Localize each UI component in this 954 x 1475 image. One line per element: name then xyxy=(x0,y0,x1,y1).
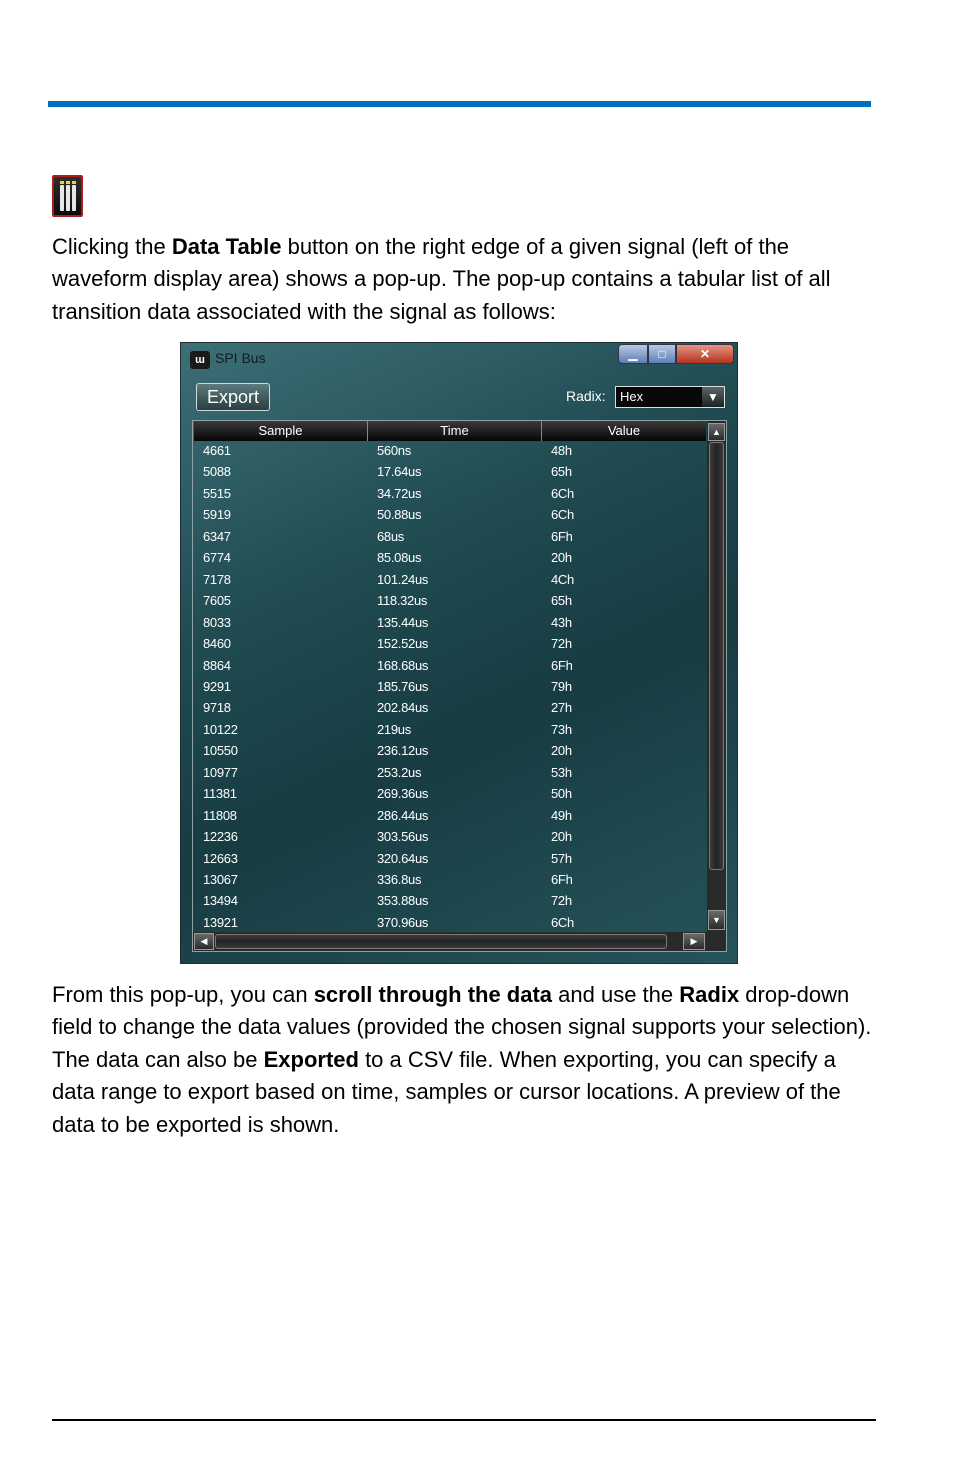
table-row[interactable] xyxy=(193,591,706,612)
cell-sample: 6774 xyxy=(203,550,231,566)
table-row[interactable] xyxy=(193,634,706,655)
cell-value: 6Ch xyxy=(551,914,574,930)
cell-sample: 5515 xyxy=(203,485,231,501)
table-row[interactable] xyxy=(193,484,706,505)
table-row[interactable] xyxy=(193,827,706,848)
cell-value: 72h xyxy=(551,636,572,652)
table-row[interactable] xyxy=(193,913,706,931)
outro-paragraph: From this pop-up, you can scroll through the data and use the Radix drop-down field to change the data values (provided the chosen signal supports your selection). The data can also be Exported to a CSV file. When exporting, you can specify a data range to export based on time, samples or cursor locations. A preview of the data to be exported is shown. xyxy=(52,982,872,1137)
table-row[interactable] xyxy=(193,763,706,784)
maximize-button[interactable] xyxy=(648,344,676,364)
cell-value: 6Fh xyxy=(551,657,573,673)
cell-sample: 7178 xyxy=(203,571,231,587)
cell-sample: 8864 xyxy=(203,657,231,673)
vertical-scrollbar[interactable] xyxy=(707,421,726,932)
table-row[interactable] xyxy=(193,806,706,827)
cell-sample: 13494 xyxy=(203,893,238,909)
cell-sample: 6347 xyxy=(203,528,231,544)
cell-time: 101.24us xyxy=(377,571,429,587)
cell-sample: 11808 xyxy=(203,807,237,823)
cell-time: 320.64us xyxy=(377,850,429,866)
cell-sample: 12236 xyxy=(203,829,238,845)
cell-time: 85.08us xyxy=(377,550,422,566)
table-row[interactable] xyxy=(193,720,706,741)
cell-value: 20h xyxy=(551,550,572,566)
column-header-time[interactable]: Time xyxy=(368,421,542,441)
cell-time: 118.32us xyxy=(377,593,428,609)
cell-time: 353.88us xyxy=(377,893,429,909)
cell-sample: 13921 xyxy=(203,914,238,930)
cell-value: 48h xyxy=(551,443,572,458)
window-controls xyxy=(618,344,735,366)
scroll-up-icon[interactable]: ▲ xyxy=(708,423,725,441)
cell-value: 4Ch xyxy=(551,571,574,587)
cell-sample: 10550 xyxy=(203,743,238,759)
cell-sample: 10122 xyxy=(203,721,238,737)
cell-value: 6Fh xyxy=(551,872,573,887)
table-row[interactable] xyxy=(193,656,706,677)
cell-time: 202.84us xyxy=(377,700,429,716)
cell-sample: 8460 xyxy=(203,636,231,652)
cell-sample: 5088 xyxy=(203,464,231,480)
cell-sample: 4661 xyxy=(203,443,231,458)
minimize-button[interactable] xyxy=(618,344,648,364)
table-row[interactable] xyxy=(193,570,706,591)
table-body[interactable] xyxy=(193,441,706,931)
table-row[interactable] xyxy=(193,505,706,526)
table-row[interactable] xyxy=(193,849,706,870)
cell-value: 6Ch xyxy=(551,485,574,501)
cell-value: 27h xyxy=(551,700,572,716)
cell-time: 560ns xyxy=(377,443,411,458)
table-row[interactable] xyxy=(193,870,706,891)
table-row[interactable] xyxy=(193,741,706,762)
cell-time: 68us xyxy=(377,528,404,544)
cell-time: 135.44us xyxy=(377,614,429,630)
intro-paragraph: Clicking the Data Table button on the right edge of a given signal (left of the waveform display area) shows a pop-up. The pop-up contains a tabular list of all transition data associated with the signal as follows: xyxy=(52,234,831,324)
table-row[interactable] xyxy=(193,784,706,805)
table-row[interactable] xyxy=(193,462,706,483)
cell-sample: 12663 xyxy=(203,850,238,866)
close-button[interactable] xyxy=(676,344,734,364)
cell-sample: 13067 xyxy=(203,872,238,887)
cell-time: 185.76us xyxy=(377,678,429,694)
table-row[interactable] xyxy=(193,613,706,634)
cell-value: 43h xyxy=(551,614,572,630)
cell-time: 303.56us xyxy=(377,829,429,845)
cell-time: 370.96us xyxy=(377,914,429,930)
cell-time: 336.8us xyxy=(377,872,422,887)
table-row[interactable] xyxy=(193,548,706,569)
cell-time: 236.12us xyxy=(377,743,429,759)
cell-value: 65h xyxy=(551,593,572,609)
cell-time: 253.2us xyxy=(377,764,422,780)
cell-value: 20h xyxy=(551,743,572,759)
cell-value: 72h xyxy=(551,893,572,909)
cell-sample: 9291 xyxy=(203,678,231,694)
cell-value: 79h xyxy=(551,678,572,694)
scroll-down-icon[interactable]: ▼ xyxy=(708,910,725,930)
cell-value: 50h xyxy=(551,786,572,802)
export-button[interactable]: Export xyxy=(196,383,270,411)
cell-time: 168.68us xyxy=(377,657,429,673)
footer-rule xyxy=(52,1419,876,1421)
maximize-icon: □ xyxy=(658,347,666,361)
cell-value: 6Ch xyxy=(551,507,574,523)
scroll-left-icon[interactable]: ◀ xyxy=(194,933,214,950)
cell-value: 20h xyxy=(551,829,572,845)
cell-sample: 9718 xyxy=(203,700,231,716)
radix-dropdown[interactable] xyxy=(615,386,725,408)
cell-value: 65h xyxy=(551,464,572,480)
cell-value: 73h xyxy=(551,721,572,737)
cell-time: 219us xyxy=(377,721,411,737)
cell-sample: 8033 xyxy=(203,614,231,630)
table-row[interactable] xyxy=(193,441,706,462)
cell-sample: 10977 xyxy=(203,764,238,780)
scroll-right-icon[interactable]: ▶ xyxy=(683,933,705,950)
table-row[interactable] xyxy=(193,677,706,698)
cell-time: 269.36us xyxy=(377,786,429,802)
data-table-popup xyxy=(180,342,738,964)
column-header-sample[interactable]: Sample xyxy=(194,421,368,441)
cell-value: 53h xyxy=(551,764,572,780)
close-icon: ✕ xyxy=(699,347,711,361)
cell-value: 6Fh xyxy=(551,528,573,544)
radix-selected-value: Hex xyxy=(620,389,644,404)
cell-time: 34.72us xyxy=(377,485,422,501)
table-row[interactable] xyxy=(193,698,706,719)
cell-time: 17.64us xyxy=(377,464,422,480)
data-table xyxy=(192,420,727,952)
table-row[interactable] xyxy=(193,527,706,548)
cell-time: 152.52us xyxy=(377,636,429,652)
app-logo-icon: ɯ xyxy=(190,351,210,369)
table-header xyxy=(194,421,706,441)
cell-value: 49h xyxy=(551,807,572,823)
cell-value: 57h xyxy=(551,850,572,866)
cell-time: 286.44us xyxy=(377,807,429,823)
data-table-icon xyxy=(52,175,83,217)
horizontal-scrollbar[interactable] xyxy=(193,932,726,951)
cell-sample: 7605 xyxy=(203,593,231,609)
cell-sample: 5919 xyxy=(203,507,231,523)
radix-label: Radix: xyxy=(566,388,606,404)
cell-sample: 11381 xyxy=(203,786,237,802)
table-row[interactable] xyxy=(193,891,706,912)
minimize-icon: ▁ xyxy=(628,347,638,361)
vertical-scroll-thumb[interactable] xyxy=(709,442,724,870)
chevron-down-icon[interactable]: ▼ xyxy=(702,387,724,407)
column-header-value[interactable]: Value xyxy=(607,423,641,438)
window-title: SPI Bus xyxy=(215,350,266,366)
cell-time: 50.88us xyxy=(377,507,422,523)
horizontal-scroll-thumb[interactable] xyxy=(215,934,667,949)
header-rule xyxy=(48,101,871,107)
